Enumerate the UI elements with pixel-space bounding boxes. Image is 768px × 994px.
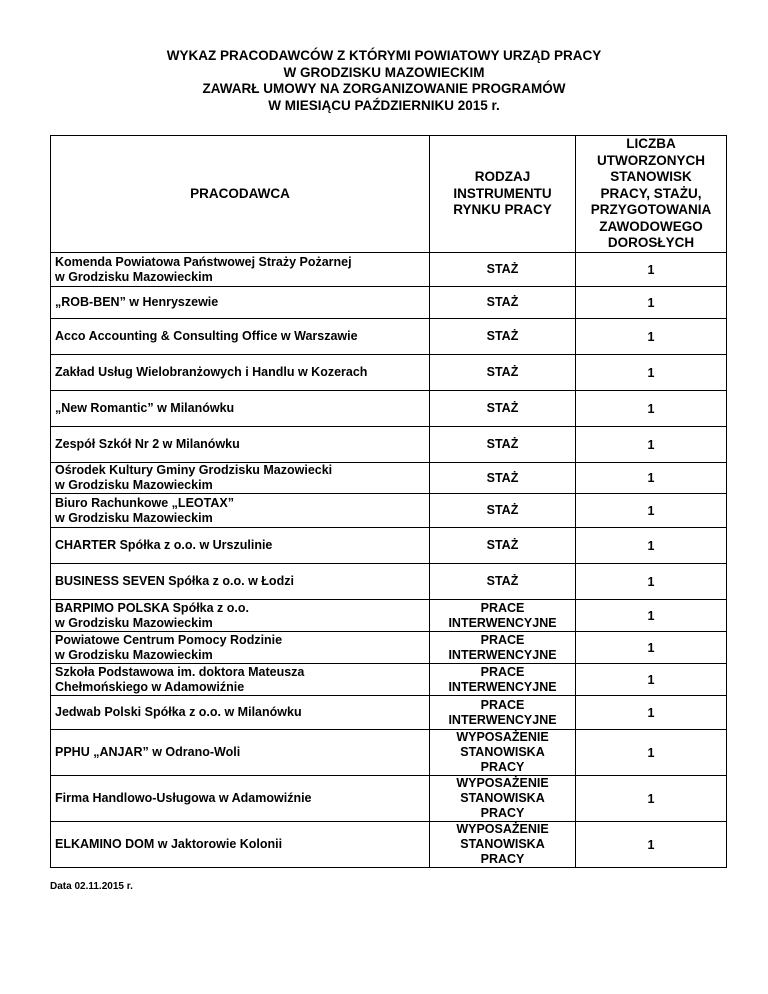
table-row [51, 287, 727, 319]
table-row [51, 564, 727, 600]
table-body [51, 253, 727, 868]
employer-cell [51, 463, 430, 494]
instrument-cell [430, 822, 576, 868]
instrument-line: INTERWENCYJNE [448, 712, 557, 727]
employer-name-line: BUSINESS SEVEN Spółka z o.o. w Łodzi [55, 574, 294, 588]
instrument-cell [430, 427, 576, 463]
instrument-line: PRACY [480, 760, 525, 774]
employer-name-line: Acco Accounting & Consulting Office w Warszawie [55, 329, 358, 343]
instrument-cell [430, 632, 576, 664]
header-count-line: DOROSŁYCH [607, 235, 695, 251]
employer-name-line: Powiatowe Centrum Pomocy Rodzinie [55, 632, 283, 647]
employer-name-line: Ośrodek Kultury Gminy Grodzisku Mazowiecki [55, 463, 333, 477]
employer-cell [51, 664, 430, 696]
table-row [51, 730, 727, 776]
instrument-line: STAŻ [486, 329, 519, 343]
instrument-line: STANOWISKA [460, 837, 545, 851]
count-cell: 1 [576, 427, 727, 463]
table-row [51, 822, 727, 868]
employer-name-line: „New Romantic” w Milanówku [55, 401, 235, 415]
employer-name-line: w Grodzisku Mazowieckim [55, 647, 213, 662]
count-cell: 1 [576, 776, 727, 822]
employer-cell [51, 776, 430, 822]
instrument-line: STAŻ [486, 574, 519, 588]
instrument-line: STAŻ [486, 365, 519, 379]
title-line-2: W GRODZISKU MAZOWIECKIM [283, 64, 485, 80]
employer-name-line: CHARTER Spółka z o.o. w Urszulinie [55, 538, 273, 552]
employer-name-line: w Grodzisku Mazowieckim [55, 269, 213, 284]
table-header-row [51, 136, 727, 253]
table-row [51, 632, 727, 664]
employer-cell [51, 600, 430, 632]
instrument-line: INTERWENCYJNE [448, 679, 557, 694]
employer-name-line: w Grodzisku Mazowieckim [55, 615, 213, 630]
instrument-cell [430, 253, 576, 287]
instrument-line: PRACE [480, 664, 525, 679]
employer-name-line: w Grodzisku Mazowieckim [55, 478, 213, 492]
header-count-line: UTWORZONYCH [597, 152, 705, 168]
table-row [51, 528, 727, 564]
count-cell: 1 [576, 564, 727, 600]
employer-cell [51, 822, 430, 868]
employer-name-line: Biuro Rachunkowe „LEOTAX” [55, 495, 234, 510]
count-cell: 1 [576, 319, 727, 355]
instrument-line: STAŻ [486, 538, 519, 552]
employer-cell [51, 319, 430, 355]
instrument-line: STAŻ [486, 401, 519, 415]
employer-name-line: PPHU „ANJAR” w Odrano-Woli [55, 745, 241, 759]
table-row [51, 776, 727, 822]
instrument-cell [430, 564, 576, 600]
table-row [51, 427, 727, 463]
header-count-line: PRZYGOTOWANIA [590, 202, 712, 218]
instrument-cell [430, 463, 576, 494]
instrument-line: WYPOSAŻENIE [456, 776, 549, 790]
instrument-cell [430, 494, 576, 528]
employer-cell [51, 427, 430, 463]
employer-name-line: w Grodzisku Mazowieckim [55, 510, 213, 525]
header-instrument-line: RODZAJ [474, 169, 531, 185]
instrument-line: PRACE [480, 697, 525, 712]
table-row [51, 696, 727, 730]
table-row [51, 664, 727, 696]
title-line-3: ZAWARŁ UMOWY NA ZORGANIZOWANIE PROGRAMÓW [202, 81, 566, 96]
employer-name-line: Zespół Szkół Nr 2 w Milanówku [55, 437, 240, 451]
employer-cell [51, 696, 430, 730]
employer-name-line: Chełmońskiego w Adamowiźnie [55, 679, 245, 694]
employer-name-line: Szkoła Podstawowa im. doktora Mateusza [55, 664, 305, 679]
header-count-line: PRACY, STAŻU, [600, 185, 702, 201]
instrument-line: INTERWENCYJNE [448, 647, 557, 662]
instrument-line: STAŻ [486, 437, 519, 451]
employers-table [50, 135, 727, 868]
instrument-line: PRACE [480, 600, 525, 615]
table-row [51, 463, 727, 494]
instrument-cell [430, 664, 576, 696]
instrument-cell [430, 528, 576, 564]
header-count-line: ZAWODOWEGO [599, 218, 703, 234]
count-cell: 1 [576, 463, 727, 494]
instrument-line: PRACY [480, 852, 525, 866]
count-cell: 1 [576, 632, 727, 664]
count-cell: 1 [576, 287, 727, 319]
instrument-line: STAŻ [486, 295, 519, 309]
count-cell: 1 [576, 730, 727, 776]
employer-cell [51, 355, 430, 391]
employer-cell [51, 564, 430, 600]
employer-cell [51, 528, 430, 564]
employer-name-line: „ROB-BEN” w Henryszewie [55, 295, 219, 309]
table-row [51, 391, 727, 427]
employer-name-line: Firma Handlowo-Usługowa w Adamowiźnie [55, 791, 312, 805]
count-cell: 1 [576, 253, 727, 287]
header-count [576, 136, 727, 253]
instrument-cell [430, 355, 576, 391]
employer-name-line: Jedwab Polski Spółka z o.o. w Milanówku [55, 705, 302, 719]
instrument-line: STAŻ [486, 262, 519, 276]
employer-name-line: Komenda Powiatowa Państwowej Straży Pożarnej [55, 254, 352, 269]
header-employer: PRACODAWCA [51, 136, 430, 253]
table-row [51, 253, 727, 287]
table-row [51, 494, 727, 528]
instrument-line: STANOWISKA [460, 791, 545, 805]
count-cell: 1 [576, 494, 727, 528]
employer-cell [51, 494, 430, 528]
employer-name-line: BARPIMO POLSKA Spółka z o.o. [55, 600, 249, 615]
header-instrument-line: RYNKU PRACY [453, 202, 552, 218]
employer-cell [51, 253, 430, 287]
instrument-cell [430, 730, 576, 776]
count-cell: 1 [576, 600, 727, 632]
instrument-line: WYPOSAŻENIE [456, 822, 549, 836]
instrument-cell [430, 776, 576, 822]
instrument-cell [430, 600, 576, 632]
count-cell: 1 [576, 528, 727, 564]
count-cell: 1 [576, 696, 727, 730]
header-instrument [430, 136, 576, 253]
table-row [51, 600, 727, 632]
table-row [51, 319, 727, 355]
instrument-line: PRACY [480, 806, 525, 820]
instrument-line: WYPOSAŻENIE [456, 730, 549, 744]
instrument-line: STAŻ [486, 470, 519, 485]
instrument-cell [430, 287, 576, 319]
instrument-cell [430, 391, 576, 427]
header-instrument-line: INSTRUMENTU [453, 185, 552, 201]
header-count-line: STANOWISK [610, 169, 692, 185]
count-cell: 1 [576, 664, 727, 696]
instrument-cell [430, 319, 576, 355]
header-count-line: LICZBA [626, 136, 676, 152]
count-cell: 1 [576, 822, 727, 868]
count-cell: 1 [576, 355, 727, 391]
title-line-4: W MIESIĄCU PAŹDZIERNIKU 2015 r. [268, 97, 500, 113]
footer-date: Data 02.11.2015 r. [50, 881, 133, 892]
instrument-line: STAŻ [486, 503, 519, 517]
count-cell: 1 [576, 391, 727, 427]
table-row [51, 355, 727, 391]
employer-cell [51, 287, 430, 319]
employer-cell [51, 391, 430, 427]
instrument-line: PRACE [480, 632, 525, 647]
employer-name-line: Zakład Usług Wielobranżowych i Handlu w Kozerach [55, 365, 368, 379]
employer-name-line: ELKAMINO DOM w Jaktorowie Kolonii [55, 837, 283, 851]
instrument-line: STANOWISKA [460, 745, 545, 759]
title-line-1: WYKAZ PRACODAWCÓW Z KTÓRYMI POWIATOWY URZĄD PRACY [166, 48, 602, 63]
instrument-line: INTERWENCYJNE [448, 615, 557, 630]
employer-cell [51, 632, 430, 664]
instrument-cell [430, 696, 576, 730]
employer-cell [51, 730, 430, 776]
document-title [0, 48, 768, 114]
